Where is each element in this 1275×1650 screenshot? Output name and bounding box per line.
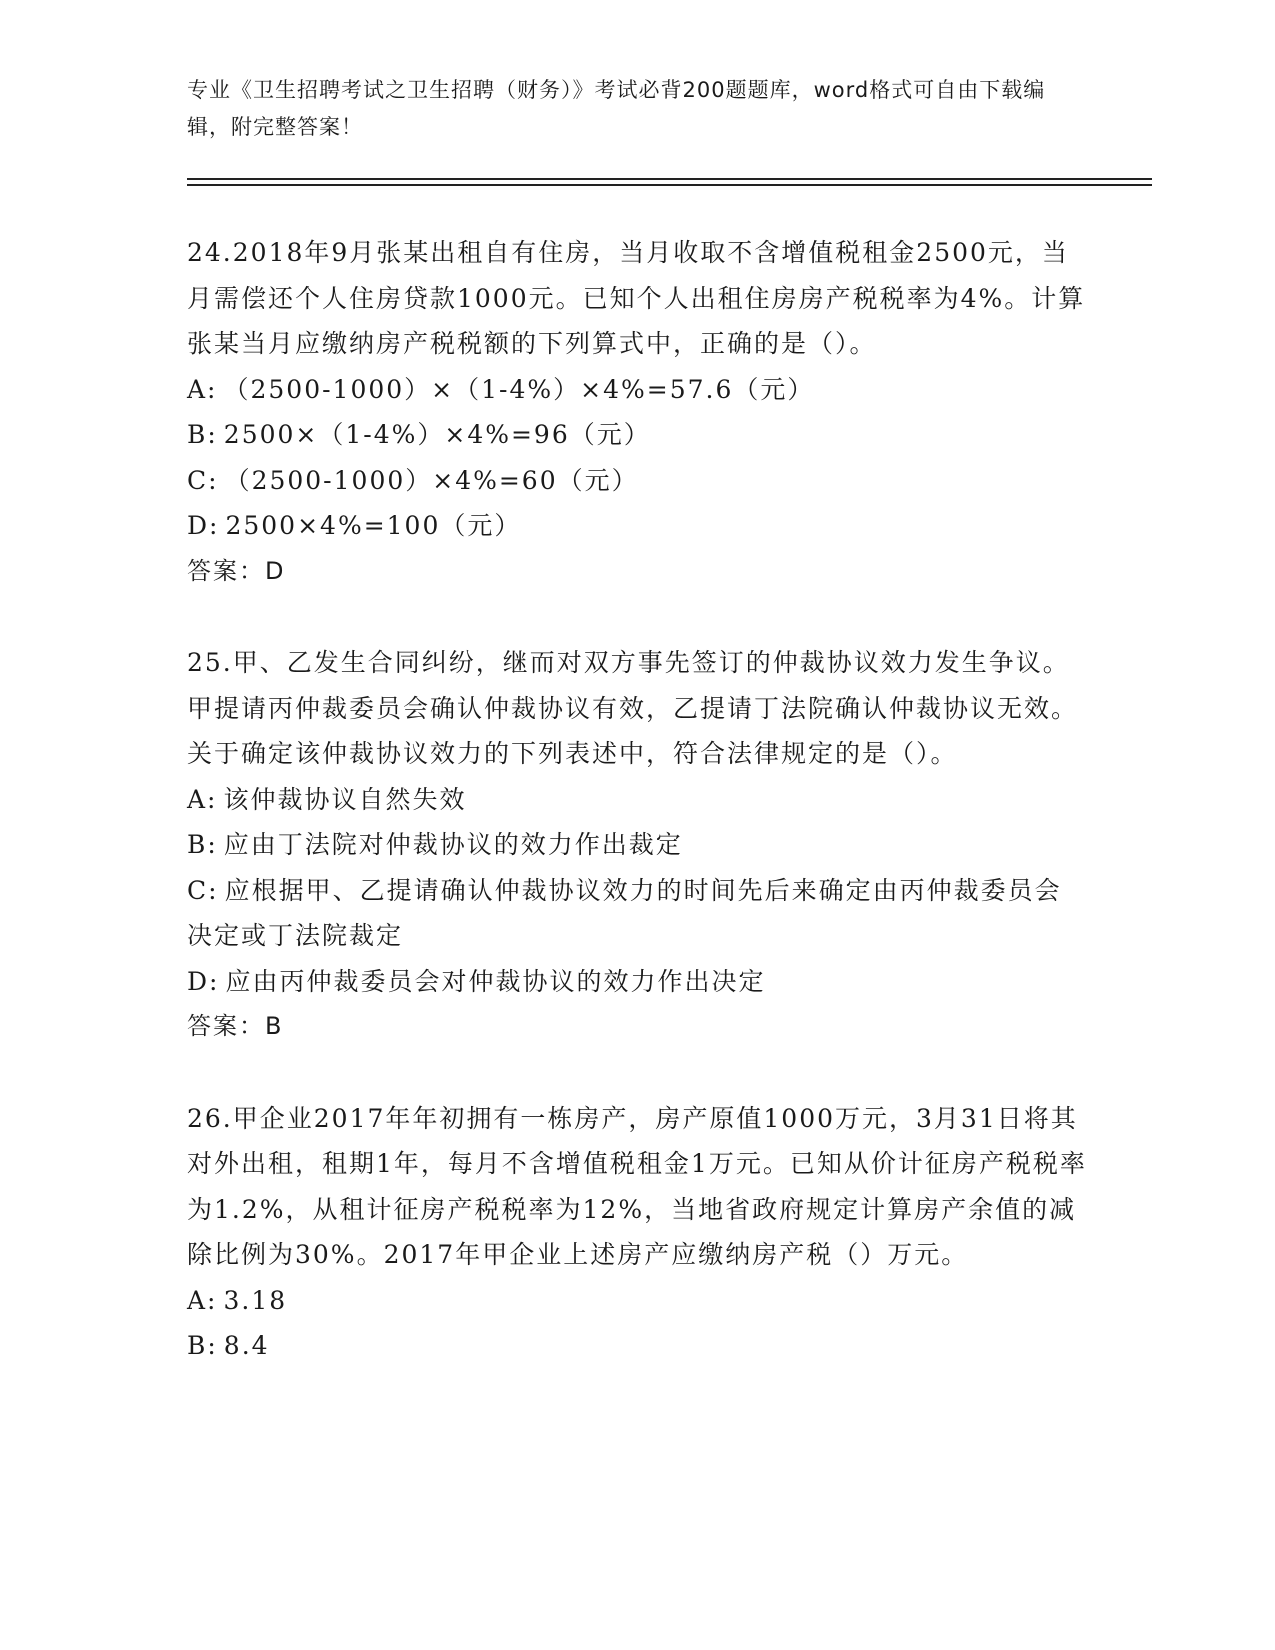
header-rule-bottom xyxy=(187,184,1152,186)
option-d xyxy=(187,503,1087,549)
option-c xyxy=(187,868,1087,959)
page-header: 专业《卫生招聘考试之卫生招聘（财务）》考试必背200题题库，word格式可自由下载编辑，附完整答案！ xyxy=(187,78,1046,139)
question-24 xyxy=(187,230,1087,594)
option-letter: A: xyxy=(187,1285,218,1315)
option-b xyxy=(187,1323,1087,1369)
option-letter: D: xyxy=(187,511,220,540)
option-text: 应根据甲、乙提请确认仲裁协议效力的时间先后来确定由丙仲裁委员会决定或丁法院裁定 xyxy=(187,875,1062,950)
option-letter: A: xyxy=(187,374,218,404)
option-letter: C: xyxy=(187,875,219,905)
option-letter: B: xyxy=(187,420,218,449)
option-letter: A: xyxy=(187,784,218,814)
option-letter: B: xyxy=(187,1331,218,1360)
header-rule-top xyxy=(187,178,1152,180)
option-letter: B: xyxy=(187,830,218,859)
option-text: 应由丙仲裁委员会对仲裁协议的效力作出决定 xyxy=(225,966,766,996)
option-text: 该仲裁协议自然失效 xyxy=(223,784,467,814)
option-a xyxy=(187,1278,1087,1324)
question-26 xyxy=(187,1096,1087,1369)
option-text: 2500×4%=100（元） xyxy=(225,511,522,540)
question-25 xyxy=(187,640,1087,1050)
option-c xyxy=(187,458,1087,504)
option-b xyxy=(187,822,1087,868)
option-text: （2500-1000）×（1-4%）×4%=57.6（元） xyxy=(223,374,815,404)
option-text: 8.4 xyxy=(223,1331,270,1360)
option-a xyxy=(187,367,1087,413)
question-list xyxy=(187,230,1087,1415)
option-letter: D: xyxy=(187,966,220,996)
option-a xyxy=(187,777,1087,823)
question-stem: 25.甲、乙发生合同纠纷，继而对双方事先签订的仲裁协议效力发生争议。甲提请丙仲裁委员会确认仲裁协议有效，乙提请丁法院确认仲裁协议无效。关于确定该仲裁协议效力的下列表述中，符合法律规定的是（）。 xyxy=(187,648,1079,768)
option-d xyxy=(187,959,1087,1005)
option-text: （2500-1000）×4%=60（元） xyxy=(224,465,639,495)
question-stem: 26.甲企业2017年年初拥有一栋房产，房产原值1000万元，3月31日将其对外出租，租期1年，每月不含增值税租金1万元。已知从价计征房产税税率为1.2%，从租计征房产税税率为12%，当地省政府规定计算房产余值的减除比例为30%。2017年甲企业上述房产应缴纳房产税（）万元。 xyxy=(187,1103,1087,1269)
answer-line: 答案：D xyxy=(187,556,286,585)
option-text: 应由丁法院对仲裁协议的效力作出裁定 xyxy=(223,830,683,859)
question-stem: 24.2018年9月张某出租自有住房，当月收取不含增值税租金2500元，当月需偿还个人住房贷款1000元。已知个人出租住房房产税税率为4%。计算张某当月应缴纳房产税税额的下列算式中，正确的是（）。 xyxy=(187,238,1086,358)
option-text: 2500×（1-4%）×4%=96（元） xyxy=(223,420,651,449)
option-text: 3.18 xyxy=(223,1285,288,1315)
option-letter: C: xyxy=(187,465,219,495)
option-b xyxy=(187,412,1087,458)
answer-line: 答案：B xyxy=(187,1012,284,1040)
